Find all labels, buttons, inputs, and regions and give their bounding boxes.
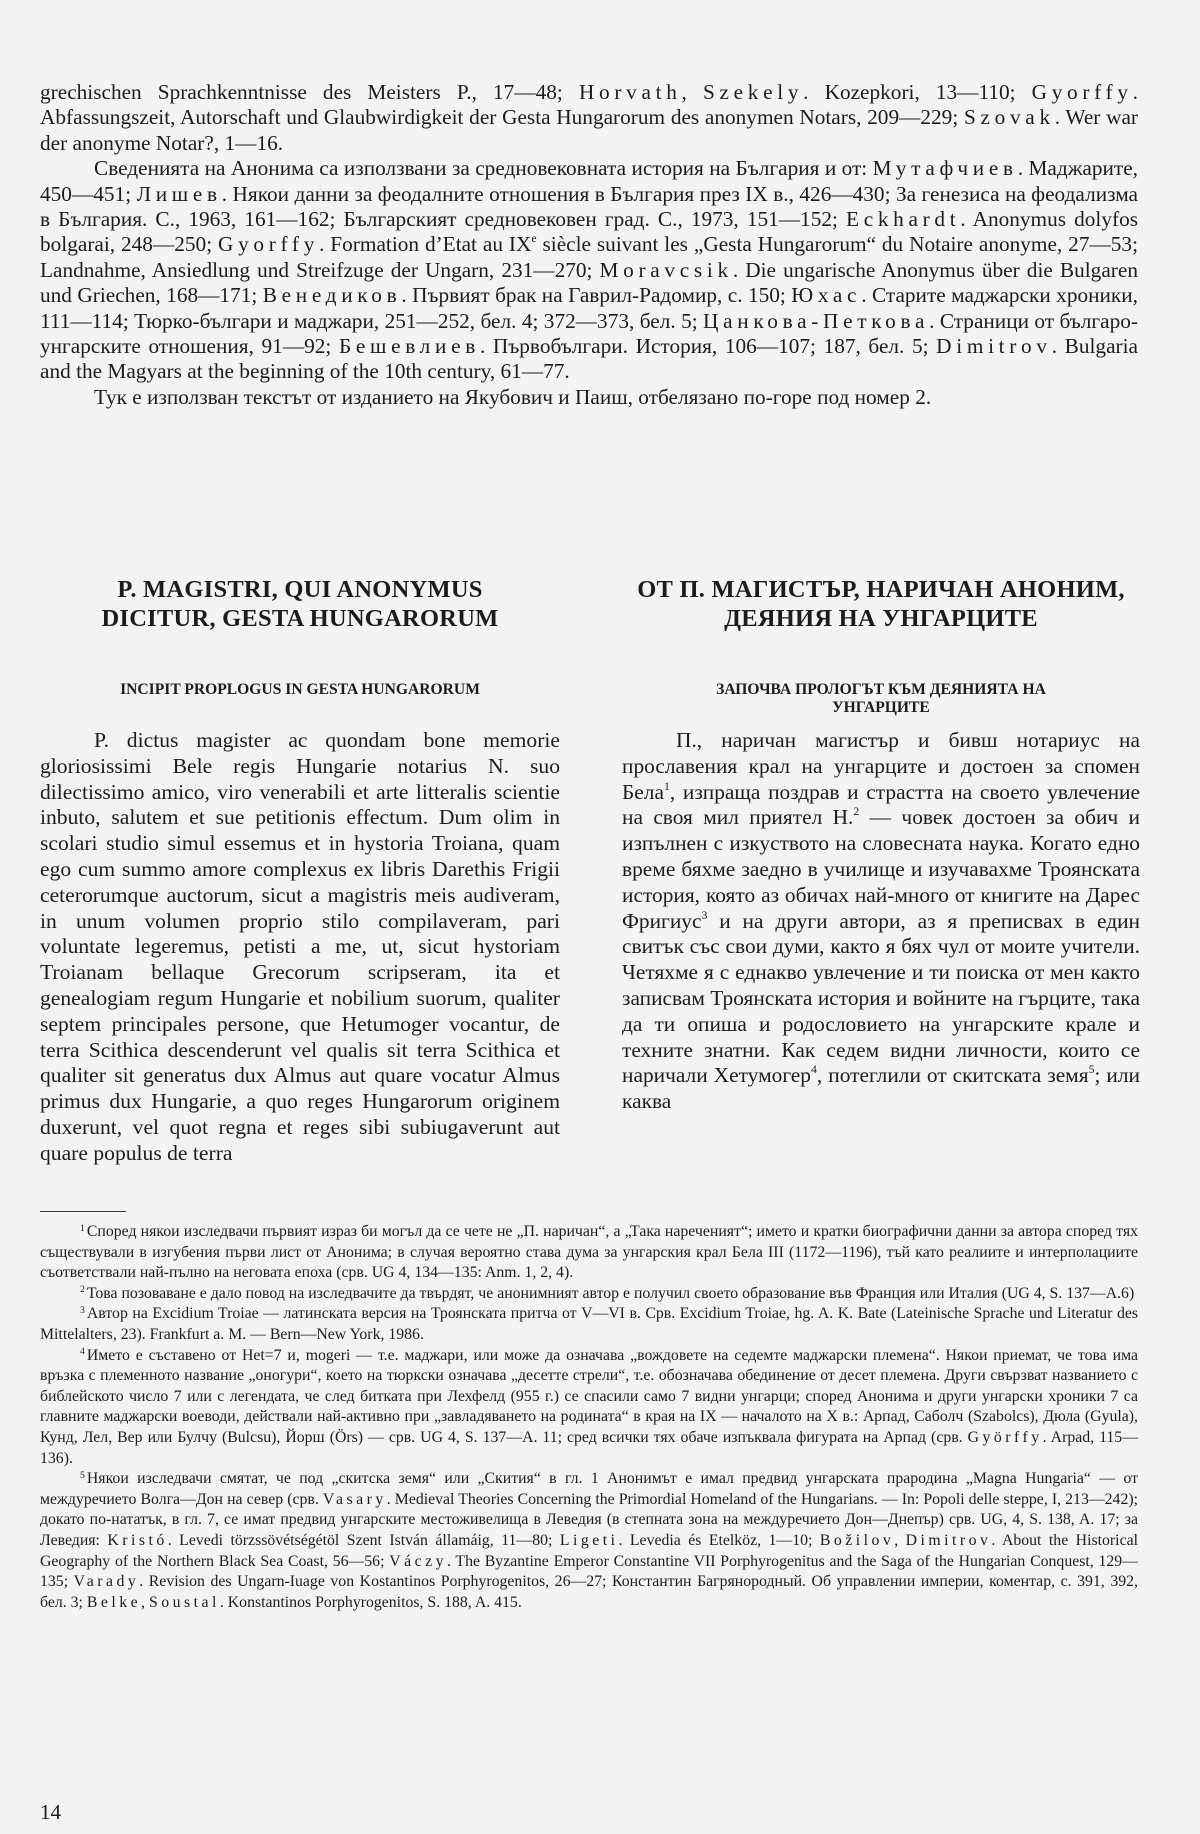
- author-name: Varady: [73, 1573, 140, 1591]
- author-name: Györffy: [967, 1428, 1043, 1446]
- bulgarian-subtitle: ЗАПОЧВА ПРОЛОГЪТ КЪМ ДЕЯНИЯТА НА УНГАРЦИТЕ: [716, 681, 1046, 716]
- author-name: Цанкова-Петкова: [703, 308, 930, 333]
- author-name: Szekely: [702, 80, 804, 104]
- author-name: Gyorffy: [218, 232, 320, 257]
- page-number: 14: [40, 1800, 61, 1824]
- footnote: $^4$ Името е съставено от Het=7 и, mogeri — т.е. маджари, или може да означава „вождовете на седемте маджарски племена“. Някои приемат, че това има връзка с племенното название „оногури“, което на тюркски означава „десетте стрели“, т.е. обозначава обединение от десет племена. Други свързват названието с библейското число 7 или с легендата, че след битката при Лехфелд (955 г.) се спасили само 7 видни унгарци; според Анонима и други унгарски хроники 7 са главните маджарски воеводи, действали най-активно при „завладяването на родината“ в края на IX — началото на X в.: Арпад, Саболч (Szabolcs), Дюла (Gyula), Кунд, Лел, Вер или Булчу (Bulcsu), Йорш (Örs) — срв. UG 4, S. 137—A. 11; сред всички тях обаче изпъквала фигурата на Арпад (срв. Györffy. Arpad, 115—136).: [40, 1346, 1138, 1467]
- author-name: Božilov: [819, 1531, 895, 1549]
- author-name: Dimitrov: [905, 1531, 992, 1549]
- latin-title: P. MAGISTRI, QUI ANONYMUS DICITUR, GESTA HUNGARORUM: [101, 576, 499, 632]
- author-name: Szovak: [963, 105, 1055, 130]
- author-name: Юхас: [791, 283, 862, 308]
- author-name: Váczy: [389, 1552, 447, 1570]
- bulgarian-text: П., наричан магистър и бивш нотариус на прославения крал на унгарците и достоен за спомен Бела$^1$, изпраща поздрав и страстта на своето увлечение на своя мил приятел Н.$^2$ — човек достоен за обич и изпълнен с изкуството на словесната наука. Когато едно време бяхме заедно в училище и изучавахме Троянската история, която аз обичах най-много от книгите на Дарес Фригиус$^3$ и на други автори, аз я преписвах в един свитък със свои думи, както я бях чул от моите учители. Четяхме я с еднакво увлечение и ти поиска от мен както записвам Троянската история и войните на гърците, така да ти опиша и родословието на унгарските крале и техните знатни. Как седем видни личности, които се наричали Хетумогер$^4$, потеглили от скитската земя$^5$; или каква: [622, 728, 1140, 1114]
- author-name: Лишев: [136, 181, 222, 206]
- footnote-ref[interactable]: 4: [811, 1063, 817, 1077]
- author-name: Belke: [86, 1593, 142, 1611]
- bibliography-block: [40, 80, 1138, 410]
- author-name: Бешевлиев: [338, 334, 480, 359]
- author-name: Horvath: [578, 80, 682, 104]
- edition-note: Тук е използван текстът от изданието на Якубович и Паиш, отбелязано по-горе под номер 2.: [94, 384, 932, 409]
- author-name: Moravcsik: [599, 257, 733, 282]
- footnote: $^1$ Според някои изследвачи първият израз би могъл да се чете не „П. наричан“, а „Така нареченият“; името и кратки биографични данни за автора според тях съществували в изгубения първи лист от Анонима; в случая вероятно става дума за унгарския крал Бела III (1172—1196), тъй като реалиите и интерполациите съответствали най-пълно на неговата епоха (срв. UG 4, 134—135: Anm. 1, 2, 4).: [40, 1222, 1138, 1282]
- footnote: $^2$ Това позоваване е дало повод на изследвачите да твърдят, че анонимният автор е получил своето образование във Франция или Италия (UG 4, S. 137—A.6): [80, 1284, 1135, 1302]
- bulgarian-title: ОТ П. МАГИСТЪР, НАРИЧАН АНОНИМ, ДЕЯНИЯ НА УНГАРЦИТЕ: [637, 576, 1125, 632]
- footnote-ref[interactable]: 5: [1088, 1063, 1095, 1077]
- author-name: Gyorffy: [1031, 80, 1133, 104]
- author-name: Венедиков: [262, 283, 402, 308]
- footnote: $^3$ Автор на Excidium Troiae — латинската версия на Троянската притча от V—VI в. Срв. Excidium Troiae, hg. A. K. Bate (Lateinische Sprache und Literatur des Mittelalters, 23). Frankfurt a. M. — Bern—New York, 1986.: [40, 1305, 1138, 1343]
- author-name: Мутафчиев: [872, 156, 1018, 181]
- author-name: Kristó: [107, 1531, 168, 1549]
- latin-subtitle: INCIPIT PROPLOGUS IN GESTA HUNGARORUM: [120, 681, 480, 698]
- latin-text: P. dictus magister ac quondam bone memorie gloriosissimi Bele regis Hungarie notarius N. suo dilectissimo amico, viro venerabili et arte litteralis scientie inbuto, salutem et sue petitionis effectum. Dum olim in scolari studio simul essemus et in hystoria Troiana, quam ego cum summo amore complexus ex libris Darethis Frigii ceterorumque auctorum, sicut a magistris meis audiveram, in unum volumen proprio stilo compilaveram, pari voluntate legeremus, petisti a me, ut, sicut hystoriam Troianam bellaque Grecorum scripseram, ita et genealogiam regum Hungarie et nobilium suorum, qualiter septem principales persone, que Hetumoger vocantur, de terra Scithica descenderunt vel qualis sit terra Scithica et qualiter sit generatus dux Almus aut quare vocatur Almus primus dux Hungarie, a quo reges Hungarorum originem duxerunt, vel quot regna et reges sibi subiugaverunt aut quare populus de terra: [40, 728, 560, 1165]
- bibliography-paragraph: grechischen Sprachkenntnisse des Meisters P., 17—48; Horvath, Szekely. Kozepkori, 13—110; Gyorffy. Abfassungszeit, Autorschaft und Glaubwirdigkeit der Gesta Hungarorum des anonymen Notars, 209—229; Szovak. Wer war der anonyme Notar?, 1—16.: [40, 80, 1139, 155]
- author-name: Eckhardt: [846, 207, 961, 232]
- sources-paragraph: Сведенията на Анонима са използвани за средновековната история на България и от: Мутафчиев. Маджарите, 450—451; Лишев. Някои данни за феодалните отношения в България през IX в., 426—430; За генезиса на феодализма в България. С., 1963, 161—162; Българският средновековен град. С., 1973, 151—152; Eckhardt. Anonymus dolyfos bolgarai, 248—250; Gyorffy. Formation d’Etat au IXe siècle suivant les „Gesta Hungarorum“ du Notaire anonyme, 27—53; Landnahme, Ansiedlung und Streifzuge der Ungarn, 231—270; Moravcsik. Die ungarische Anonymus über die Bulgaren und Griechen, 168—171; Венедиков. Първият брак на Гаврил-Радомир, с. 150; Юхас. Старите маджарски хроники, 111—114; Тюрко-българи и маджари, 251—252, бел. 4; 372—373, бел. 5; Цанкова-Петкова. Страници от българо-унгарските отношения, 91—92; Бешевлиев. Първобългари. История, 106—107; 187, бел. 5; Dimitrov. Bulgaria and the Magyars at the beginning of the 10th century, 61—77.: [40, 156, 1139, 384]
- bulgarian-column: [622, 575, 1140, 1114]
- author-name: Dimitrov: [936, 334, 1052, 359]
- author-name: Ligeti: [559, 1531, 619, 1549]
- author-name: Soustal: [149, 1593, 220, 1611]
- latin-column: [40, 575, 560, 1165]
- footnote-separator: [40, 1211, 126, 1212]
- footnotes: [40, 1222, 1138, 1613]
- footnote: $^5$ Някои изследвачи смятат, че под „скитска земя“ или „Скития“ в гл. 1 Анонимът е имал предвид унгарската прародина „Magna Hungaria“ — от междуречието Волга—Дон на север (срв. Vasary. Medieval Theories Concerning the Primordial Homeland of the Hungarians. — In: Popoli delle steppe, I, 213—242); докато по-нататък, в гл. 7, се имат предвид унгарските местоживелища в Леведия (в степната зона на междуречието Дон—Днепър) срв. UG, 4, S. 138, A. 17; за Леведия: Kristó. Levedi törzssövétségétöl Szent István államáig, 11—80; Ligeti. Levedia és Etelköz, 1—10; Božilov, Dimitrov. About the Historical Geography of the Northern Black Sea Coast, 56—56; Váczy. The Byzantine Emperor Constantine VII Porphyrogenitus and the Saga of the Hungarian Conquest, 129—135; Varady. Revision des Ungarn-Iuage von Kostantinos Porphyrogenitos, 26—27; Константин Багрянородный. Об управлении империи, коментар, с. 391, 392, бел. 3; Belke, Soustal. Konstantinos Porphyrogenitos, S. 188, A. 415.: [40, 1469, 1138, 1611]
- footnote-ref[interactable]: 2: [853, 805, 860, 819]
- author-name: Vasary: [322, 1490, 387, 1508]
- footnote-ref[interactable]: 1: [663, 779, 670, 793]
- footnote-ref[interactable]: 3: [701, 908, 708, 922]
